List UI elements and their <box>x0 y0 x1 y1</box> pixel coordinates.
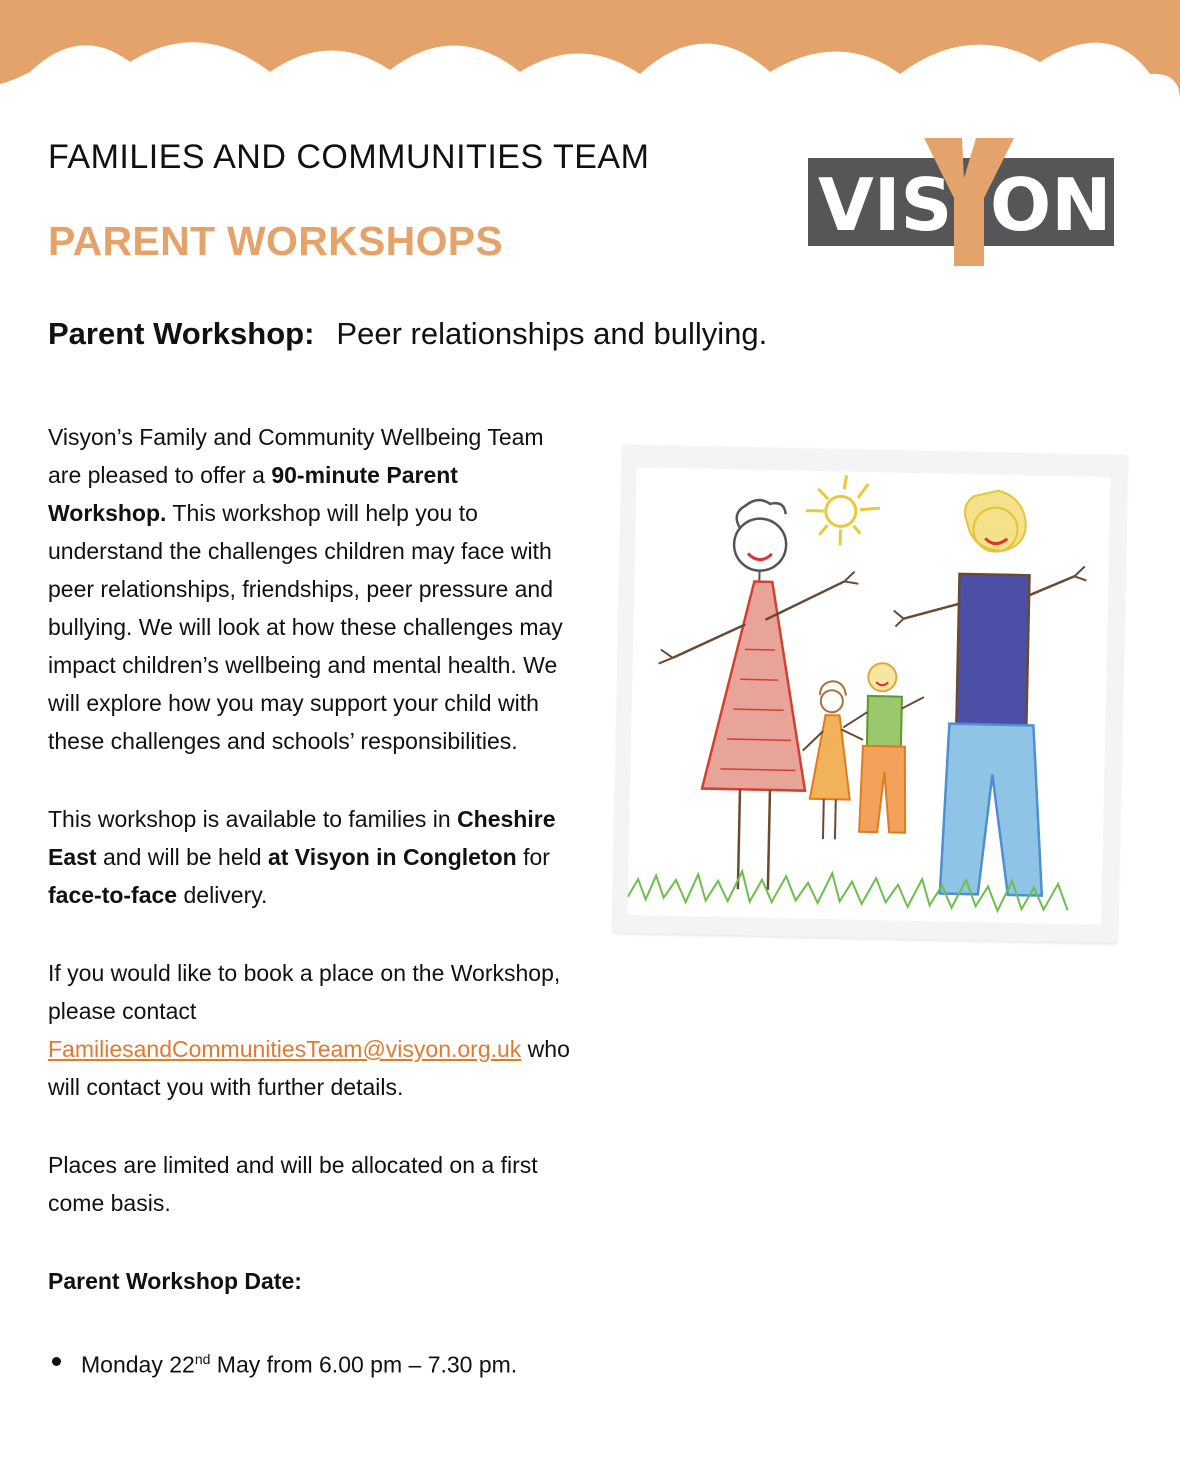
availability-venue: at Visyon in Congleton <box>267 844 517 870</box>
body-text <box>48 418 578 1384</box>
date-time: May from 6.00 pm – 7.30 pm. <box>210 1351 518 1378</box>
booking-paragraph <box>48 954 578 1106</box>
intro-text-2: This workshop will help you to understand the challenges children may face with peer relationships, friendships, peer pressure and bullying. We will look at how these challenges may impact children’s wellbeing and mental health. We will explore how you may support your child with these challenges and schools’ responsibilities. <box>48 500 563 754</box>
date-ordinal: nd <box>194 1351 211 1367</box>
header-scalloped-band <box>0 0 1180 100</box>
availability-text-2: and will be held <box>96 844 268 870</box>
booking-text-2: who will contact you with further details. <box>48 1036 570 1100</box>
intro-paragraph <box>48 418 578 760</box>
booking-text: If you would like to book a place on the Workshop, please contact <box>48 960 561 1024</box>
workshop-subtitle <box>48 316 767 352</box>
subtitle-label: Parent Workshop: <box>48 316 315 351</box>
availability-text: This workshop is available to families in <box>48 806 458 832</box>
contact-email-link[interactable]: FamiliesandCommunitiesTeam@visyon.org.uk <box>48 1036 522 1062</box>
subtitle-topic: Peer relationships and bullying. <box>336 316 768 351</box>
places-paragraph: Places are limited and will be allocated on a first come basis. <box>48 1152 538 1216</box>
page-title: PARENT WORKSHOPS <box>48 218 504 264</box>
svg-text:VIS: VIS <box>818 163 953 247</box>
availability-paragraph <box>48 800 578 914</box>
availability-area: Cheshire East <box>48 806 556 870</box>
team-name: FAMILIES AND COMMUNITIES TEAM <box>48 138 650 176</box>
child-drawing-photo <box>613 445 1127 943</box>
bullet-icon <box>52 1357 61 1366</box>
date-text <box>81 1340 517 1384</box>
availability-text-4: delivery. <box>177 882 268 908</box>
svg-text:ON: ON <box>990 163 1112 247</box>
intro-emphasis: 90-minute Parent Workshop. <box>48 462 458 526</box>
visyon-logo <box>808 138 1114 266</box>
availability-format: face-to-face <box>48 882 178 908</box>
availability-text-3: for <box>516 844 550 870</box>
intro-text: Visyon’s Family and Community Wellbeing Team are pleased to offer a <box>48 424 544 488</box>
dates-heading: Parent Workshop Date: <box>48 1268 302 1294</box>
child-drawing-of-family <box>627 467 1110 925</box>
date-day: Monday 22 <box>81 1351 195 1378</box>
date-list-item <box>48 1340 578 1384</box>
